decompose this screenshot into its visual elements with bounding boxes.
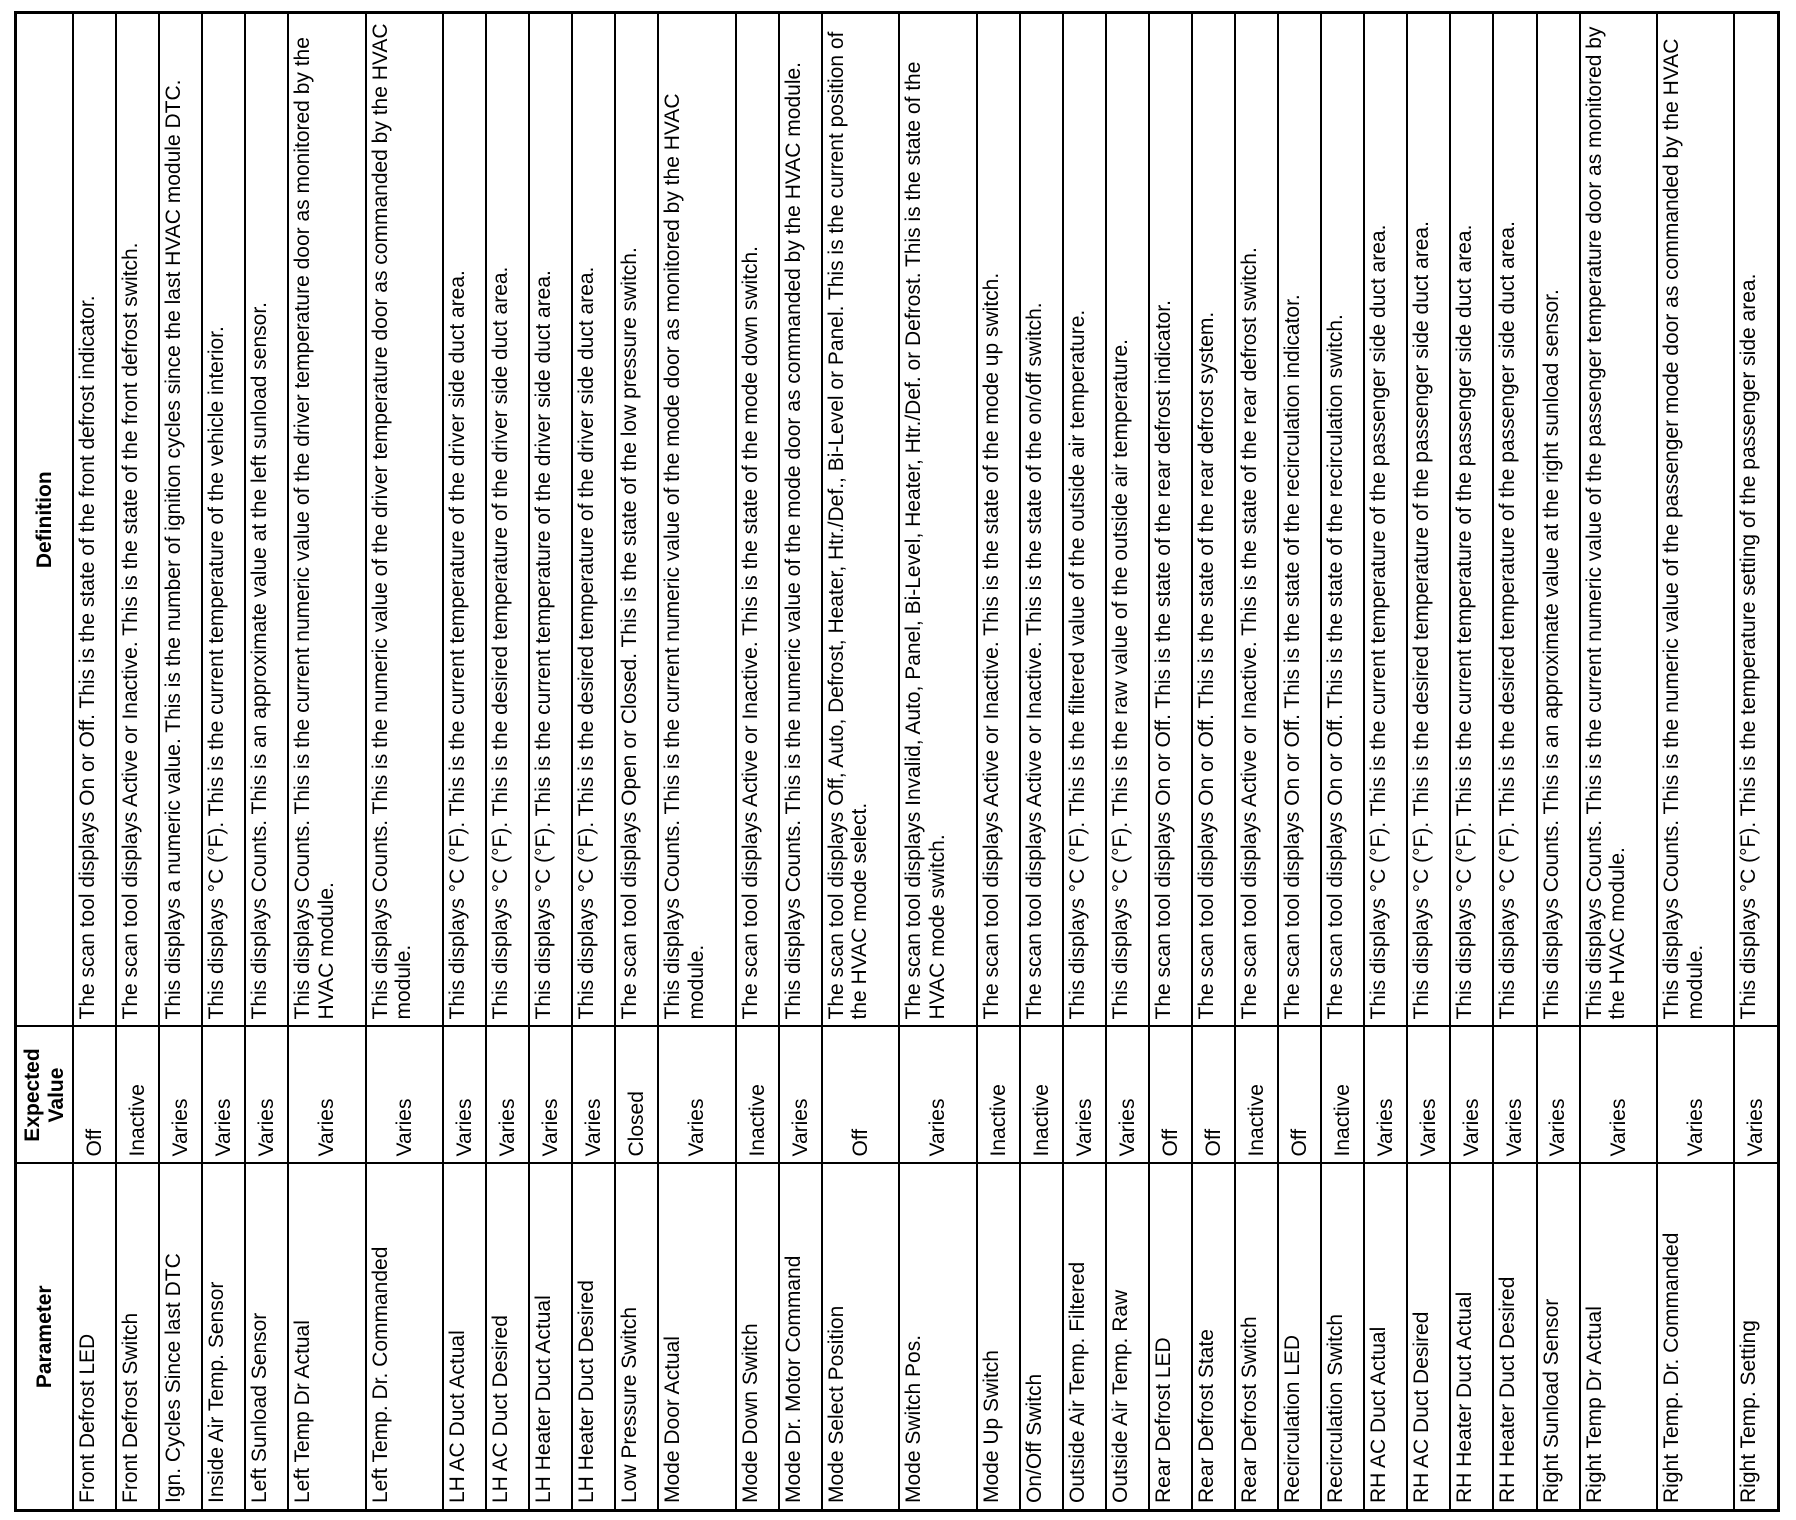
- parameter-cell: Rear Defrost Switch: [1235, 1164, 1278, 1511]
- definition-cell: This displays Counts. This is the current numeric value of the mode door as monitored by the HVAC module.: [658, 13, 735, 1027]
- table-row: [202, 13, 245, 1511]
- parameter-cell: Left Temp. Dr. Commanded: [366, 1164, 443, 1511]
- table-row: [1450, 13, 1493, 1511]
- definition-cell: The scan tool displays Invalid, Auto, Panel, Bi-Level, Heater, Htr./Def. or Defrost. This is the state of the HVAC mode switch.: [899, 13, 976, 1027]
- definition-cell: This displays Counts. This is the numeric value of the passenger mode door as commanded by the HVAC module.: [1657, 13, 1734, 1027]
- expected-value-cell: Varies: [529, 1027, 572, 1164]
- parameter-cell: Mode Select Position: [822, 1164, 899, 1511]
- parameter-cell: Right Temp. Setting: [1734, 1164, 1778, 1511]
- table-row: [572, 13, 615, 1511]
- expected-value-cell: Varies: [1734, 1027, 1778, 1164]
- parameter-cell: Ign. Cycles Since last DTC: [159, 1164, 202, 1511]
- table-row: [822, 13, 899, 1511]
- table-row: [116, 13, 159, 1511]
- parameter-cell: Outside Air Temp. Raw: [1106, 1164, 1149, 1511]
- expected-value-cell: Varies: [443, 1027, 486, 1164]
- table-row: [1106, 13, 1149, 1511]
- definition-cell: The scan tool displays Active or Inactive. This is the state of the mode down switch.: [736, 13, 779, 1027]
- parameter-cell: RH Heater Duct Desired: [1493, 1164, 1536, 1511]
- expected-value-cell: Varies: [1493, 1027, 1536, 1164]
- table-row: [899, 13, 976, 1511]
- parameter-cell: Left Sunload Sensor: [245, 1164, 288, 1511]
- definition-cell: The scan tool displays Off, Auto, Defrost, Heater, Htr./Def., Bi-Level or Panel. This is the current position of the HVAC mode select.: [822, 13, 899, 1027]
- table-row: [1063, 13, 1106, 1511]
- table-row: [1364, 13, 1407, 1511]
- table-row: [443, 13, 486, 1511]
- table-row: [288, 13, 365, 1511]
- expected-value-cell: Varies: [1106, 1027, 1149, 1164]
- definition-cell: This displays Counts. This is the numeric value of the driver temperature door as commanded by the HVAC module.: [366, 13, 443, 1027]
- parameter-cell: On/Off Switch: [1020, 1164, 1063, 1511]
- expected-value-cell: Varies: [1063, 1027, 1106, 1164]
- definition-cell: This displays °C (°F). This is the temperature setting of the passenger side area.: [1734, 13, 1778, 1027]
- definition-cell: This displays °C (°F). This is the desired temperature of the driver side duct area.: [486, 13, 529, 1027]
- expected-value-cell: Inactive: [1321, 1027, 1364, 1164]
- definition-cell: This displays °C (°F). This is the current temperature of the passenger side duct area.: [1450, 13, 1493, 1027]
- definition-cell: The scan tool displays Active or Inactive. This is the state of the on/off switch.: [1020, 13, 1063, 1027]
- definition-cell: This displays °C (°F). This is the current temperature of the passenger side duct area.: [1364, 13, 1407, 1027]
- definition-cell: This displays °C (°F). This is the desired temperature of the passenger side duct area.: [1407, 13, 1450, 1027]
- definition-cell: This displays °C (°F). This is the current temperature of the driver side duct area.: [443, 13, 486, 1027]
- parameter-cell: RH Heater Duct Actual: [1450, 1164, 1493, 1511]
- table-row: [245, 13, 288, 1511]
- parameter-cell: Recirculation LED: [1278, 1164, 1321, 1511]
- definition-cell: This displays Counts. This is the numeric value of the mode door as commanded by the HVAC module.: [779, 13, 822, 1027]
- table-row: [1235, 13, 1278, 1511]
- table-row: [1278, 13, 1321, 1511]
- header-parameter: Parameter: [16, 1164, 74, 1511]
- definition-cell: This displays a numeric value. This is the number of ignition cycles since the last HVAC module DTC.: [159, 13, 202, 1027]
- table-row: [1020, 13, 1063, 1511]
- parameter-table: [14, 11, 1780, 1512]
- table-row: [1192, 13, 1235, 1511]
- parameter-cell: Recirculation Switch: [1321, 1164, 1364, 1511]
- parameter-cell: LH AC Duct Actual: [443, 1164, 486, 1511]
- parameter-cell: Front Defrost Switch: [116, 1164, 159, 1511]
- parameter-cell: Mode Up Switch: [977, 1164, 1020, 1511]
- parameter-cell: Right Temp Dr Actual: [1580, 1164, 1657, 1511]
- expected-value-cell: Varies: [1407, 1027, 1450, 1164]
- parameter-cell: Right Temp. Dr. Commanded: [1657, 1164, 1734, 1511]
- parameter-cell: Front Defrost LED: [73, 1164, 116, 1511]
- definition-cell: This displays Counts. This is the current numeric value of the passenger temperature door as monitored by the HVAC module.: [1580, 13, 1657, 1027]
- definition-cell: This displays °C (°F). This is the current temperature of the vehicle interior.: [202, 13, 245, 1027]
- expected-value-cell: Varies: [779, 1027, 822, 1164]
- table-row: [366, 13, 443, 1511]
- parameter-cell: Mode Dr. Motor Command: [779, 1164, 822, 1511]
- expected-value-cell: Varies: [202, 1027, 245, 1164]
- table-row: [1657, 13, 1734, 1511]
- expected-value-cell: Varies: [1537, 1027, 1580, 1164]
- definition-cell: This displays °C (°F). This is the desired temperature of the driver side duct area.: [572, 13, 615, 1027]
- expected-value-cell: Inactive: [116, 1027, 159, 1164]
- expected-value-cell: Varies: [486, 1027, 529, 1164]
- parameter-cell: Inside Air Temp. Sensor: [202, 1164, 245, 1511]
- definition-cell: This displays °C (°F). This is the current temperature of the driver side duct area.: [529, 13, 572, 1027]
- table-row: [1407, 13, 1450, 1511]
- expected-value-cell: Inactive: [1020, 1027, 1063, 1164]
- parameter-cell: Mode Down Switch: [736, 1164, 779, 1511]
- parameter-cell: Left Temp Dr Actual: [288, 1164, 365, 1511]
- parameter-cell: Low Pressure Switch: [615, 1164, 658, 1511]
- parameter-cell: Mode Switch Pos.: [899, 1164, 976, 1511]
- table-row: [73, 13, 116, 1511]
- header-expected-value: Expected Value: [16, 1027, 74, 1164]
- expected-value-cell: Inactive: [1235, 1027, 1278, 1164]
- table-row: [779, 13, 822, 1511]
- parameter-cell: RH AC Duct Actual: [1364, 1164, 1407, 1511]
- definition-cell: The scan tool displays On or Off. This is the state of the recirculation switch.: [1321, 13, 1364, 1027]
- parameter-cell: Rear Defrost LED: [1149, 1164, 1192, 1511]
- expected-value-cell: Varies: [572, 1027, 615, 1164]
- table-row: [1734, 13, 1778, 1511]
- definition-cell: This displays Counts. This is an approximate value at the left sunload sensor.: [245, 13, 288, 1027]
- definition-cell: The scan tool displays Active or Inactive. This is the state of the front defrost switch.: [116, 13, 159, 1027]
- expected-value-cell: Varies: [1364, 1027, 1407, 1164]
- expected-value-cell: Varies: [366, 1027, 443, 1164]
- parameter-cell: Mode Door Actual: [658, 1164, 735, 1511]
- definition-cell: This displays °C (°F). This is the desired temperature of the passenger side duct area.: [1493, 13, 1536, 1027]
- rotated-page: [2, 0, 1796, 1520]
- definition-cell: This displays Counts. This is an approximate value at the right sunload sensor.: [1537, 13, 1580, 1027]
- expected-value-cell: Varies: [245, 1027, 288, 1164]
- definition-cell: The scan tool displays Active or Inactive. This is the state of the rear defrost switch.: [1235, 13, 1278, 1027]
- definition-cell: This displays °C (°F). This is the raw value of the outside air temperature.: [1106, 13, 1149, 1027]
- definition-cell: This displays Counts. This is the current numeric value of the driver temperature door as monitored by the HVAC module.: [288, 13, 365, 1027]
- definition-cell: The scan tool displays On or Off. This is the state of the rear defrost indicator.: [1149, 13, 1192, 1027]
- table-row: [159, 13, 202, 1511]
- definition-cell: The scan tool displays Open or Closed. This is the state of the low pressure switch.: [615, 13, 658, 1027]
- expected-value-cell: Varies: [288, 1027, 365, 1164]
- table-row: [658, 13, 735, 1511]
- expected-value-cell: Off: [73, 1027, 116, 1164]
- expected-value-cell: Closed: [615, 1027, 658, 1164]
- table-header-row: [16, 13, 74, 1511]
- expected-value-cell: Varies: [1580, 1027, 1657, 1164]
- definition-cell: The scan tool displays Active or Inactive. This is the state of the mode up switch.: [977, 13, 1020, 1027]
- expected-value-cell: Off: [1192, 1027, 1235, 1164]
- parameter-cell: LH AC Duct Desired: [486, 1164, 529, 1511]
- parameter-cell: Outside Air Temp. Filtered: [1063, 1164, 1106, 1511]
- header-definition: Definition: [16, 13, 74, 1027]
- expected-value-cell: Varies: [899, 1027, 976, 1164]
- expected-value-cell: Varies: [1450, 1027, 1493, 1164]
- expected-value-cell: Off: [822, 1027, 899, 1164]
- parameter-cell: RH AC Duct Desired: [1407, 1164, 1450, 1511]
- parameter-cell: LH Heater Duct Actual: [529, 1164, 572, 1511]
- table-row: [1149, 13, 1192, 1511]
- parameter-cell: LH Heater Duct Desired: [572, 1164, 615, 1511]
- expected-value-cell: Off: [1149, 1027, 1192, 1164]
- definition-cell: The scan tool displays On or Off. This is the state of the recirculation indicator.: [1278, 13, 1321, 1027]
- parameter-cell: Rear Defrost State: [1192, 1164, 1235, 1511]
- expected-value-cell: Varies: [1657, 1027, 1734, 1164]
- definition-cell: The scan tool displays On or Off. This is the state of the rear defrost system.: [1192, 13, 1235, 1027]
- expected-value-cell: Off: [1278, 1027, 1321, 1164]
- table-row: [615, 13, 658, 1511]
- table-row: [1580, 13, 1657, 1511]
- expected-value-cell: Varies: [159, 1027, 202, 1164]
- definition-cell: This displays °C (°F). This is the filtered value of the outside air temperature.: [1063, 13, 1106, 1027]
- parameter-cell: Right Sunload Sensor: [1537, 1164, 1580, 1511]
- table-row: [1493, 13, 1536, 1511]
- table-row: [977, 13, 1020, 1511]
- table-row: [529, 13, 572, 1511]
- expected-value-cell: Inactive: [977, 1027, 1020, 1164]
- table-row: [486, 13, 529, 1511]
- table-row: [736, 13, 779, 1511]
- expected-value-cell: Inactive: [736, 1027, 779, 1164]
- expected-value-cell: Varies: [658, 1027, 735, 1164]
- table-row: [1537, 13, 1580, 1511]
- table-row: [1321, 13, 1364, 1511]
- definition-cell: The scan tool displays On or Off. This is the state of the front defrost indicator.: [73, 13, 116, 1027]
